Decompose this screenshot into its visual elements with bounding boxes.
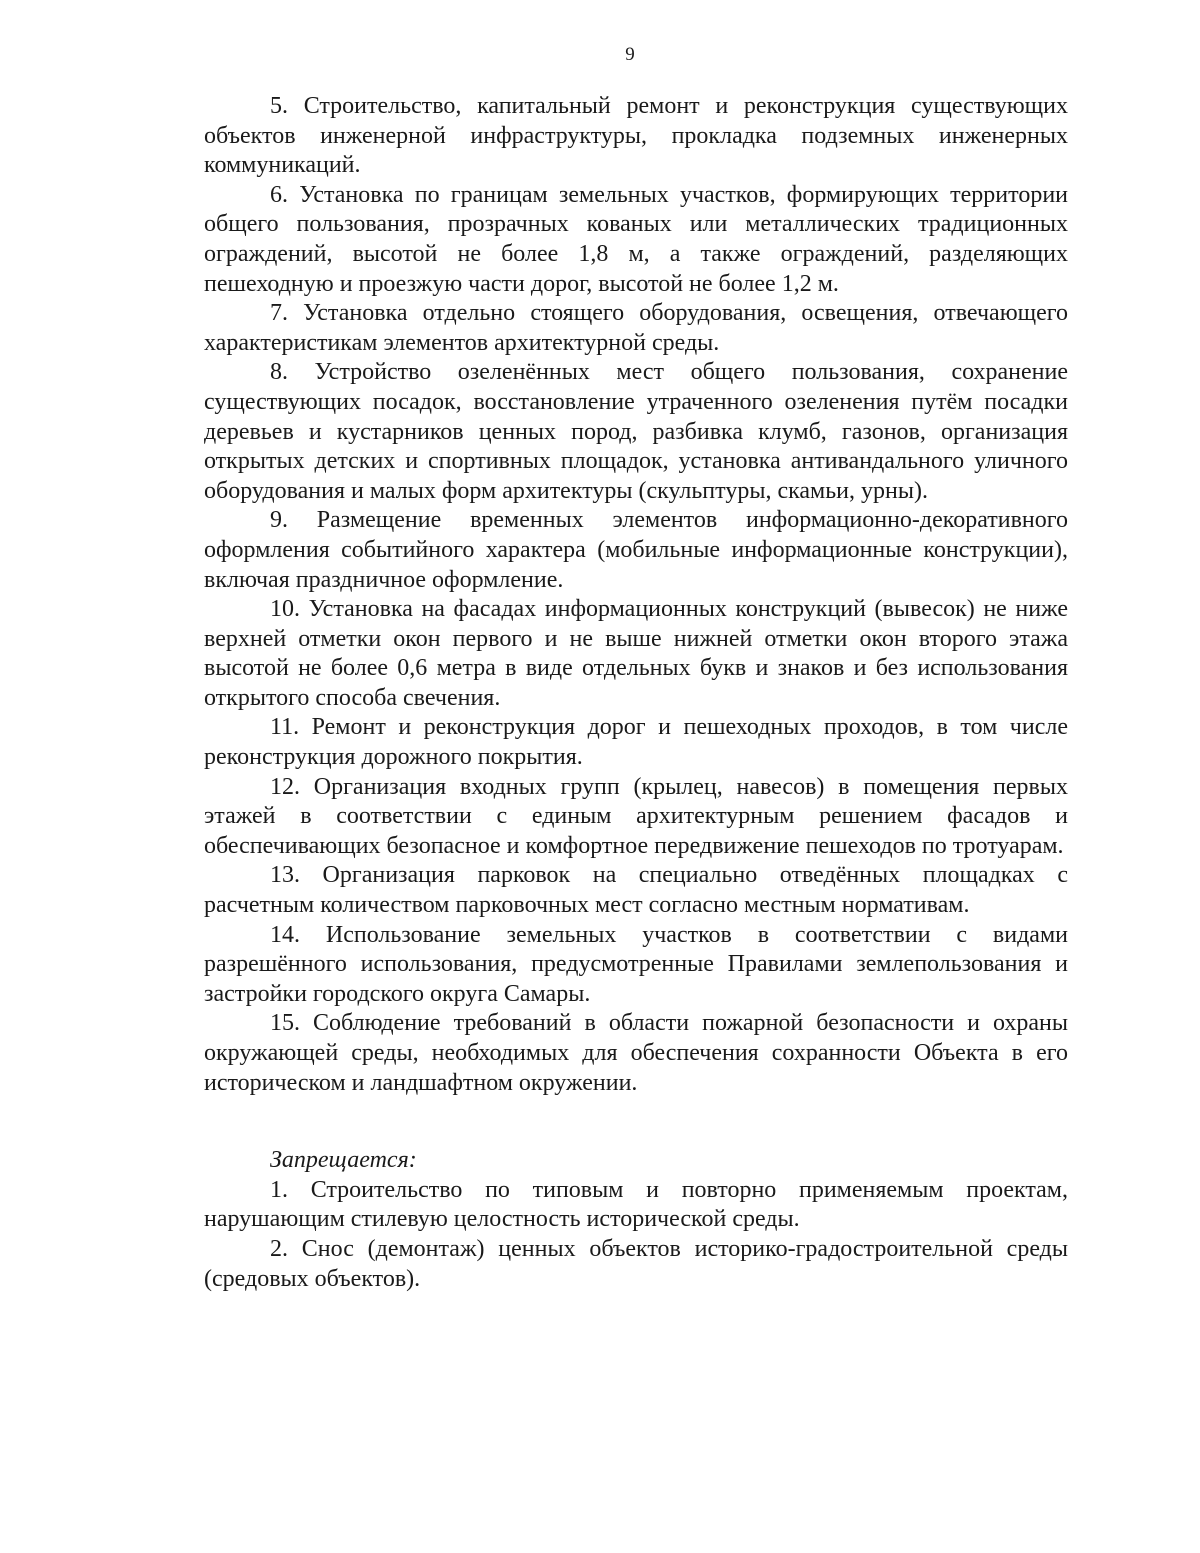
paragraph-item-13: 13. Организация парковок на специально отведённых площадках с расчетным количеством парковочных мест согласно местным нормативам.: [204, 862, 1068, 919]
paragraph-item-6: 6. Установка по границам земельных участков, формирующих территории общего пользования, прозрачных кованых или металлических традиционных ограждений, высотой не более 1,8 м, а также ограждений, разделяющих пешеходную и проезжую части дорог, высотой не более 1,2 м.: [204, 181, 1068, 297]
prohibited-item-1: 1. Строительство по типовым и повторно применяемым проектам, нарушающим стилевую целостность исторической среды.: [204, 1176, 1068, 1233]
paragraph-item-12: 12. Организация входных групп (крылец, навесов) в помещения первых этажей в соответствии с единым архитектурным решением фасадов и обеспечивающих безопасное и комфортное передвижение пешеходов по тротуарам.: [204, 773, 1068, 859]
prohibited-heading: Запрещается:: [270, 1147, 417, 1174]
page-number: 9: [625, 44, 635, 65]
paragraph-item-5: 5. Строительство, капитальный ремонт и реконструкция существующих объектов инженерной инфраструктуры, прокладка подземных инженерных коммуникаций.: [204, 93, 1068, 179]
prohibited-item-2: 2. Снос (демонтаж) ценных объектов историко-градостроительной среды (средовых объектов).: [204, 1235, 1068, 1292]
paragraph-item-8: 8. Устройство озеленённых мест общего пользования, сохранение существующих посадок, восстановление утраченного озеленения путём посадки деревьев и кустарников ценных пород, разбивка клумб, газонов, организация открытых детских и спортивных площадок, установка антивандального уличного оборудования и малых форм архитектуры (скульптуры, скамьи, урны).: [204, 359, 1068, 504]
paragraph-item-11: 11. Ремонт и реконструкция дорог и пешеходных проходов, в том числе реконструкция дорожного покрытия.: [204, 714, 1068, 771]
paragraph-item-10: 10. Установка на фасадах информационных конструкций (вывесок) не ниже верхней отметки окон первого и не выше нижней отметки окон второго этажа высотой не более 0,6 метра в виде отдельных букв и знаков и без использования открытого способа свечения.: [204, 596, 1068, 711]
paragraph-item-7: 7. Установка отдельно стоящего оборудования, освещения, отвечающего характеристикам элементов архитектурной среды.: [204, 300, 1068, 356]
paragraph-item-9: 9. Размещение временных элементов информационно-декоративного оформления событийного характера (мобильные информационные конструкции), включая праздничное оформление.: [204, 507, 1068, 593]
paragraph-item-15: 15. Соблюдение требований в области пожарной безопасности и охраны окружающей среды, необходимых для обеспечения сохранности Объекта в его историческом и ландшафтном окружении.: [204, 1010, 1068, 1096]
document-body: [204, 92, 1068, 1294]
paragraph-item-14: 14. Использование земельных участков в соответствии с видами разрешённого использования, предусмотренные Правилами землепользования и застройки городского округа Самары.: [204, 921, 1068, 1007]
